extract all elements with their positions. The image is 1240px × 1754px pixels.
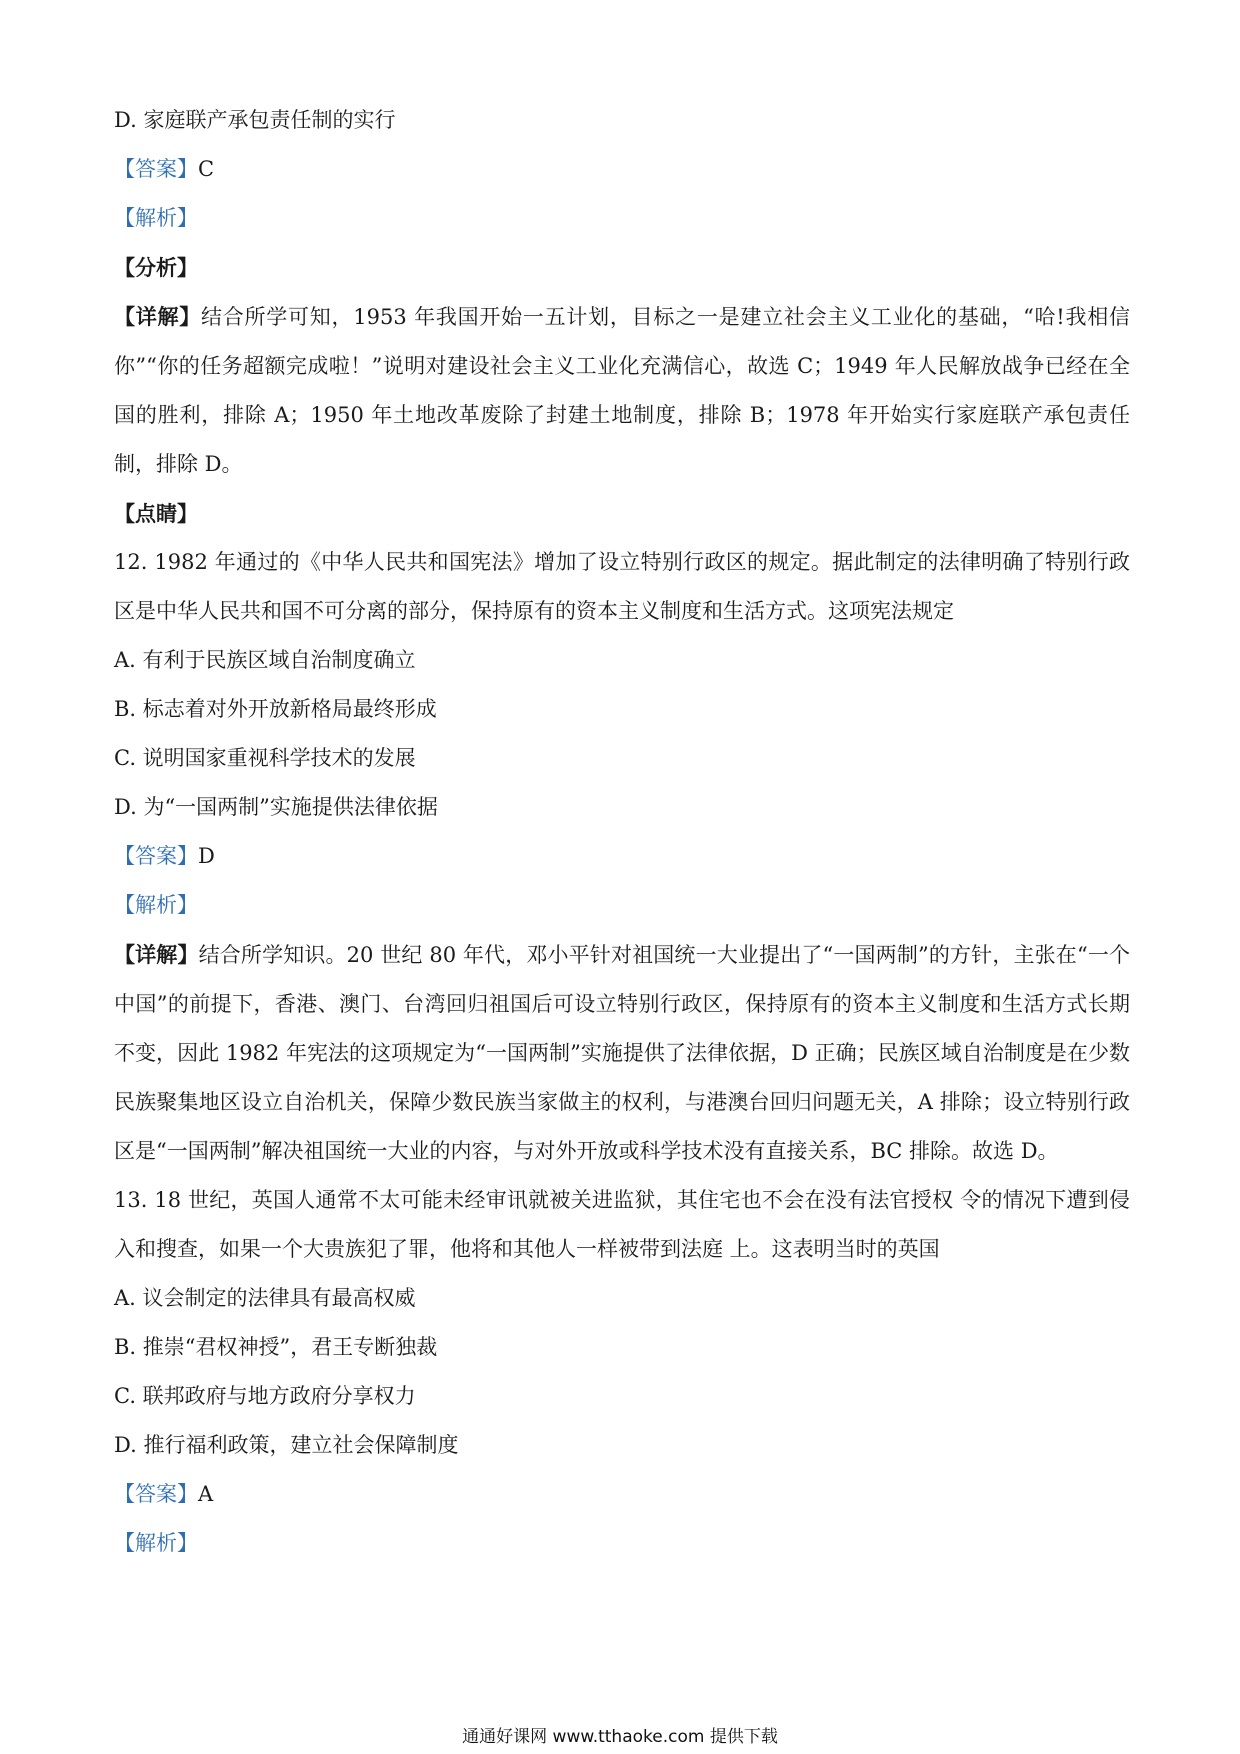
detail-text: 结合所学知识。20 世纪 80 年代，邓小平针对祖国统一大业提出了“一国两制”的方针，主张在“一个中国”的前提下，香港、澳门、台湾回归祖国后可设立特别行政区，保持原有的资本主义制度和生活方式长期不变，因此 1982 年宪法的这项规定为“一国两制”实施提供了法律依据，D 正确；民族区域自治制度是在少数民族聚集地区设立自治机关，保障少数民族当家做主的权利，与港澳台回归问题无关，A 排除；设立特别行政区是“一国两制”解决祖国统一大业的内容，与对外开放或科学技术没有直接关系，BC 排除。故选 D。 — [114, 943, 1130, 1163]
q12-option-d: D. 为“一国两制”实施提供法律依据 — [114, 795, 438, 819]
q13-option-d: D. 推行福利政策，建立社会保障制度 — [114, 1433, 459, 1457]
q13-option-c: C. 联邦政府与地方政府分享权力 — [114, 1384, 416, 1408]
answer-label: 【答案】 — [114, 844, 198, 868]
q13-analysis-label: 【解析】 — [114, 1531, 198, 1555]
q12-option-b: B. 标志着对外开放新格局最终形成 — [114, 697, 437, 721]
answer-label: 【答案】 — [114, 1482, 198, 1506]
detail-text: 结合所学可知，1953 年我国开始一五计划，目标之一是建立社会主义工业化的基础，“哈!我相信你”“你的任务超额完成啦！”说明对建设社会主义工业化充满信心，故选 C；1949 年人民解放战争已经在全国的胜利，排除 A；1950 年土地改革废除了封建土地制度，排除 B；1978 年开始实行家庭联产承包责任制，排除 D。 — [114, 305, 1130, 476]
q13-stem: 13. 18 世纪，英国人通常不太可能未经审讯就被关进监狱，其住宅也不会在没有法官授权 令的情况下遭到侵入和搜查，如果一个大贵族犯了罪，他将和其他人一样被带到法庭 上。这表明当时的英国 — [114, 1188, 1130, 1261]
detail-label: 【详解】 — [114, 304, 201, 329]
answer-value: D — [198, 844, 215, 868]
q12-detail — [114, 930, 1130, 1176]
q11-option-d: D. 家庭联产承包责任制的实行 — [114, 108, 396, 132]
answer-value: A — [198, 1482, 214, 1506]
q13-answer — [114, 1470, 1130, 1519]
q12-analysis-label: 【解析】 — [114, 893, 198, 917]
document-body — [114, 96, 1130, 1568]
q13-option-b: B. 推崇“君权神授”，君王专断独裁 — [114, 1335, 438, 1359]
q11-answer — [114, 145, 1130, 194]
q12-option-c: C. 说明国家重视科学技术的发展 — [114, 746, 416, 770]
q12-option-a: A. 有利于民族区域自治制度确立 — [114, 648, 416, 672]
page-footer: 通通好课网 www.tthaoke.com 提供下载 — [462, 1727, 778, 1747]
q11-detail — [114, 292, 1130, 489]
q11-dianjing-label: 【点睛】 — [114, 501, 198, 526]
answer-value: C — [198, 157, 215, 181]
answer-label: 【答案】 — [114, 157, 198, 181]
q11-analysis-label: 【解析】 — [114, 206, 198, 230]
q12-stem: 12. 1982 年通过的《中华人民共和国宪法》增加了设立特别行政区的规定。据此制定的法律明确了特别行政区是中华人民共和国不可分离的部分，保持原有的资本主义制度和生活方式。这项宪法规定 — [114, 550, 1130, 623]
q12-answer — [114, 832, 1130, 881]
detail-label: 【详解】 — [114, 942, 199, 967]
q11-fenxi-label: 【分析】 — [114, 255, 198, 280]
q13-option-a: A. 议会制定的法律具有最高权威 — [114, 1286, 416, 1310]
